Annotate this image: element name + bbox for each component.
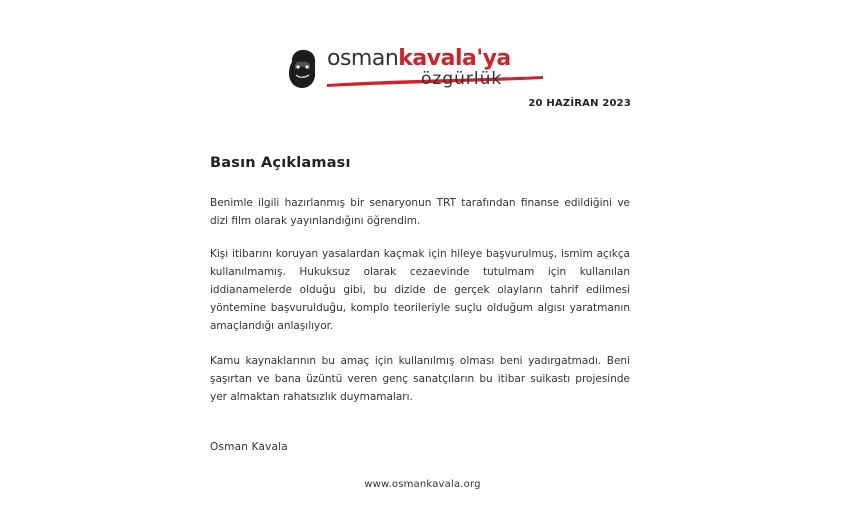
website-link[interactable]: www.osmankavala.org xyxy=(364,479,481,490)
page-title: Basın Açıklaması xyxy=(210,155,351,171)
paragraph-1: Benimle ilgili hazırlanmış bir senaryonun TRT tarafından finanse edildiğini ve dizi film olarak yayınlandığını öğrendim. xyxy=(210,197,630,227)
paragraph-2: Kişi itibarını koruyan yasalardan kaçmak için hileye başvurulmuş, ismim açıkça kullanılmamış. Hukuksuz olarak cezaevinde tutulmam için kullanılan iddianamelerde olduğu gibi, bu dizide de gerçek olayların tahrif edilmesi yöntemine başvurulduğu, komplo teorileriyle suçlu olduğum algısı yaratmanın amaçlandığı anlaşılıyor. xyxy=(210,248,630,332)
logo-word-ozgurluk: özgürlük xyxy=(421,69,503,89)
paragraph-3: Kamu kaynaklarının bu amaç için kullanılmış olması beni yadırgatmadı. Beni şaşırtan ve bana üzüntü veren genç sanatçıların bu itibar suikastı projesinde yer almaktan rahatsızlık duymamaları. xyxy=(210,355,630,403)
logo-text-top xyxy=(327,46,511,71)
release-date: 20 HAZİRAN 2023 xyxy=(528,98,631,109)
logo-word-osman: osman xyxy=(327,46,399,71)
signature-name: Osman Kavala xyxy=(210,441,288,453)
logo-word-kavalaya: kavala'ya xyxy=(398,46,511,71)
portrait-icon xyxy=(285,48,319,90)
osman-kavala-logo xyxy=(285,44,555,94)
